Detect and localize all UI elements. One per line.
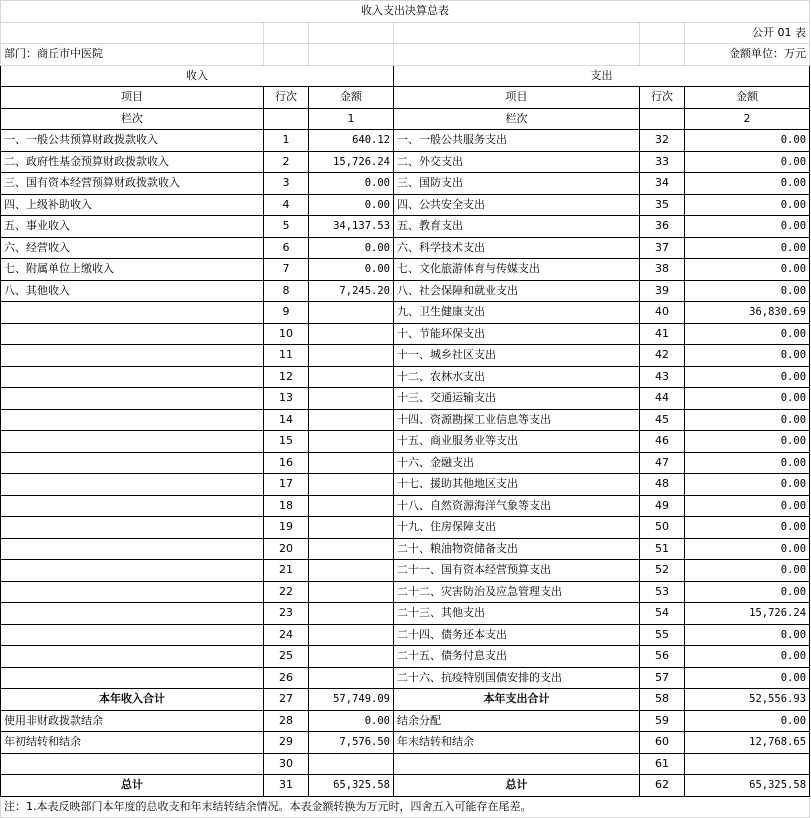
expense-row-no: 54 [640,603,685,625]
income-amount: 0.00 [309,194,394,216]
table-row [1,280,810,302]
expense-column-label: 栏次 [394,108,640,130]
footnote: 注：1.本表反映部门本年度的总收支和年末结转结余情况。本表金额转换为万元时，四舍五入可能存在尾差。 [1,796,810,818]
income-item [1,474,264,496]
department-label: 部门：商丘市中医院 [1,44,264,66]
income-amount: 0.00 [309,710,394,732]
expense-item: 二十四、债务还本支出 [394,624,640,646]
expense-row-no: 48 [640,474,685,496]
expense-item: 二十、粮油物资储备支出 [394,538,640,560]
expense-row-no: 61 [640,753,685,775]
table-row [1,130,810,152]
income-item: 年初结转和结余 [1,732,264,754]
expense-row-no: 52 [640,560,685,582]
income-amount: 0.00 [309,173,394,195]
income-item [1,581,264,603]
income-amount [309,603,394,625]
expense-amount: 0.00 [685,194,810,216]
income-row-no: 19 [264,517,309,539]
expense-amount: 0.00 [685,345,810,367]
expense-item: 二十六、抗疫特别国债安排的支出 [394,667,640,689]
expense-row-no: 51 [640,538,685,560]
expense-amount: 0.00 [685,452,810,474]
expense-row-no: 34 [640,173,685,195]
expense-amount: 0.00 [685,130,810,152]
income-row-no: 13 [264,388,309,410]
income-column-no: 1 [309,108,394,130]
expense-item: 六、科学技术支出 [394,237,640,259]
table-row [1,732,810,754]
expense-amount: 0.00 [685,259,810,281]
income-row-no: 23 [264,603,309,625]
income-row-no: 12 [264,366,309,388]
expense-row-no: 44 [640,388,685,410]
expense-amount: 0.00 [685,366,810,388]
expense-amount: 0.00 [685,280,810,302]
income-item [1,517,264,539]
income-item [1,667,264,689]
table-row [1,474,810,496]
total-row [1,689,810,711]
expense-row-no: 55 [640,624,685,646]
expense-rowno-header: 行次 [640,87,685,109]
expense-item [394,753,640,775]
income-item: 一、一般公共预算财政拨款收入 [1,130,264,152]
income-row-no: 31 [264,775,309,797]
income-item: 四、上级补助收入 [1,194,264,216]
expense-row-no: 41 [640,323,685,345]
income-row-no: 26 [264,667,309,689]
income-item [1,345,264,367]
income-item [1,388,264,410]
expense-item: 十四、资源勘探工业信息等支出 [394,409,640,431]
expense-row-no: 38 [640,259,685,281]
expense-row-no: 32 [640,130,685,152]
expense-item: 三、国防支出 [394,173,640,195]
table-row [1,667,810,689]
income-row-no: 18 [264,495,309,517]
expense-item: 二十三、其他支出 [394,603,640,625]
expense-amount: 0.00 [685,581,810,603]
expense-item: 二、外交支出 [394,151,640,173]
income-amount: 640.12 [309,130,394,152]
income-total-row-no: 27 [264,689,309,711]
income-item: 六、经营收入 [1,237,264,259]
table-row [1,302,810,324]
table-row [1,517,810,539]
expense-row-no: 35 [640,194,685,216]
expense-item: 十九、住房保障支出 [394,517,640,539]
income-item: 八、其他收入 [1,280,264,302]
table-row [1,495,810,517]
expense-amount: 0.00 [685,323,810,345]
income-row-no: 2 [264,151,309,173]
expense-row-no: 57 [640,667,685,689]
income-item: 三、国有资本经营预算财政拨款收入 [1,173,264,195]
expense-amount: 0.00 [685,560,810,582]
table-row [1,345,810,367]
income-amount: 34,137.53 [309,216,394,238]
expense-column-no: 2 [685,108,810,130]
expense-row-no: 47 [640,452,685,474]
table-row [1,452,810,474]
income-amount [309,581,394,603]
expense-amount: 0.00 [685,710,810,732]
table-row [1,538,810,560]
expense-row-no: 59 [640,710,685,732]
report-title: 收入支出决算总表 [1,1,810,23]
income-amount [309,409,394,431]
table-row [1,323,810,345]
income-row-no: 29 [264,732,309,754]
grand-total-row [1,775,810,797]
expense-row-no: 43 [640,366,685,388]
expense-item: 九、卫生健康支出 [394,302,640,324]
expense-amount: 0.00 [685,431,810,453]
expense-amount: 0.00 [685,646,810,668]
expense-amount: 0.00 [685,409,810,431]
table-row [1,366,810,388]
income-item [1,302,264,324]
expense-amount: 15,726.24 [685,603,810,625]
table-row [1,431,810,453]
table-row [1,259,810,281]
income-amount [309,323,394,345]
expense-amount: 0.00 [685,388,810,410]
expense-amount: 0.00 [685,667,810,689]
income-item [1,452,264,474]
expense-item: 二十一、国有资本经营预算支出 [394,560,640,582]
income-item: 五、事业收入 [1,216,264,238]
income-amount: 65,325.58 [309,775,394,797]
expense-amount: 65,325.58 [685,775,810,797]
expense-item: 十八、自然资源海洋气象等支出 [394,495,640,517]
expense-item: 一、一般公共服务支出 [394,130,640,152]
expense-amount [685,753,810,775]
expense-item: 七、文化旅游体育与传媒支出 [394,259,640,281]
table-row [1,237,810,259]
income-item [1,538,264,560]
expense-row-no: 56 [640,646,685,668]
income-item [1,560,264,582]
income-amount [309,345,394,367]
income-item: 使用非财政拨款结余 [1,710,264,732]
income-amount [309,517,394,539]
income-amount: 7,576.50 [309,732,394,754]
income-item [1,646,264,668]
expense-amount: 12,768.65 [685,732,810,754]
income-row-no: 11 [264,345,309,367]
table-row [1,603,810,625]
expense-amount: 0.00 [685,624,810,646]
income-item: 总计 [1,775,264,797]
expense-item: 十、节能环保支出 [394,323,640,345]
income-amount [309,474,394,496]
expense-amount: 0.00 [685,538,810,560]
expense-item: 二十五、债务付息支出 [394,646,640,668]
income-row-no: 10 [264,323,309,345]
income-row-no: 17 [264,474,309,496]
expense-item: 二十二、灾害防治及应急管理支出 [394,581,640,603]
income-row-no: 15 [264,431,309,453]
income-amount [309,431,394,453]
expense-item: 五、教育支出 [394,216,640,238]
income-item [1,323,264,345]
income-row-no: 4 [264,194,309,216]
income-amount [309,302,394,324]
income-item [1,366,264,388]
expense-amount: 0.00 [685,216,810,238]
income-row-no: 7 [264,259,309,281]
income-row-no: 14 [264,409,309,431]
income-header: 收入 [1,65,394,87]
expense-total-label: 本年支出合计 [394,689,640,711]
expense-total-amount: 52,556.93 [685,689,810,711]
income-amount [309,538,394,560]
income-row-no: 9 [264,302,309,324]
expense-row-no: 40 [640,302,685,324]
income-item-header: 项目 [1,87,264,109]
expense-row-no: 39 [640,280,685,302]
income-amount [309,753,394,775]
income-row-no: 8 [264,280,309,302]
table-row [1,581,810,603]
expense-amount: 0.00 [685,151,810,173]
table-row [1,216,810,238]
expense-row-no: 36 [640,216,685,238]
expense-row-no: 42 [640,345,685,367]
income-amount: 0.00 [309,259,394,281]
expense-amount: 0.00 [685,474,810,496]
expense-amount-header: 金额 [685,87,810,109]
income-item [1,624,264,646]
income-row-no: 5 [264,216,309,238]
expense-amount: 0.00 [685,237,810,259]
expense-row-no: 45 [640,409,685,431]
expense-row-no: 33 [640,151,685,173]
income-amount [309,667,394,689]
expense-item: 十五、商业服务业等支出 [394,431,640,453]
income-row-no: 16 [264,452,309,474]
expense-item: 总计 [394,775,640,797]
table-row [1,710,810,732]
income-item: 七、附属单位上缴收入 [1,259,264,281]
income-amount-header: 金额 [309,87,394,109]
income-total-amount: 57,749.09 [309,689,394,711]
income-total-label: 本年收入合计 [1,689,264,711]
expense-item: 十三、交通运输支出 [394,388,640,410]
income-amount [309,388,394,410]
expense-item: 四、公共安全支出 [394,194,640,216]
expense-item: 十六、金融支出 [394,452,640,474]
expense-item-header: 项目 [394,87,640,109]
expense-row-no: 46 [640,431,685,453]
table-row [1,388,810,410]
income-row-no: 1 [264,130,309,152]
income-amount [309,560,394,582]
table-row [1,151,810,173]
expense-row-no: 50 [640,517,685,539]
income-amount [309,624,394,646]
income-row-no: 21 [264,560,309,582]
income-item [1,409,264,431]
income-row-no: 22 [264,581,309,603]
income-amount [309,366,394,388]
income-amount: 7,245.20 [309,280,394,302]
income-column-label: 栏次 [1,108,264,130]
expense-amount: 0.00 [685,495,810,517]
income-rowno-header: 行次 [264,87,309,109]
expense-amount: 36,830.69 [685,302,810,324]
expense-row-no: 62 [640,775,685,797]
income-row-no: 3 [264,173,309,195]
table-row [1,646,810,668]
income-amount [309,646,394,668]
income-item [1,603,264,625]
expense-amount: 0.00 [685,517,810,539]
table-row [1,194,810,216]
expense-row-no: 60 [640,732,685,754]
form-code: 公开 01 表 [685,22,810,44]
income-row-no: 20 [264,538,309,560]
expense-amount: 0.00 [685,173,810,195]
table-row [1,753,810,775]
income-amount [309,452,394,474]
unit-label: 金额单位：万元 [685,44,810,66]
expense-row-no: 37 [640,237,685,259]
table-row [1,173,810,195]
income-item: 二、政府性基金预算财政拨款收入 [1,151,264,173]
expense-row-no: 53 [640,581,685,603]
expense-row-no: 49 [640,495,685,517]
table-row [1,409,810,431]
income-row-no: 25 [264,646,309,668]
income-item [1,753,264,775]
table-row [1,624,810,646]
income-row-no: 24 [264,624,309,646]
expense-item: 十二、农林水支出 [394,366,640,388]
expense-item: 年末结转和结余 [394,732,640,754]
income-item [1,495,264,517]
income-amount [309,495,394,517]
income-amount: 15,726.24 [309,151,394,173]
income-row-no: 28 [264,710,309,732]
expense-header: 支出 [394,65,810,87]
expense-total-row-no: 58 [640,689,685,711]
expense-item: 十一、城乡社区支出 [394,345,640,367]
income-amount: 0.00 [309,237,394,259]
expense-item: 十七、援助其他地区支出 [394,474,640,496]
expense-item: 结余分配 [394,710,640,732]
table-row [1,560,810,582]
income-item [1,431,264,453]
income-row-no: 6 [264,237,309,259]
expense-item: 八、社会保障和就业支出 [394,280,640,302]
income-row-no: 30 [264,753,309,775]
